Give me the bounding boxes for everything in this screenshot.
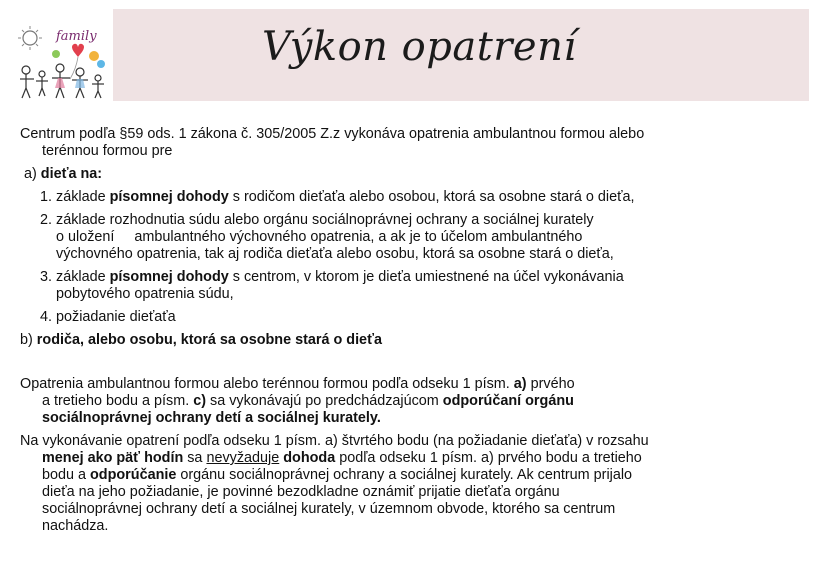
para-underlined-text: nevyžaduje	[206, 450, 280, 466]
section-b-label: rodiča, alebo osobu, ktorá sa osobne stará o dieťa	[36, 332, 382, 348]
item-number: 3.	[40, 269, 53, 285]
item-text: s rodičom dieťaťa alebo osobou, ktorá sa osobne stará o dieťa,	[232, 189, 635, 205]
item-number: 1.	[40, 189, 53, 205]
para-text: orgánu sociálnoprávnej ochrany a sociálnej kurately. Ak centrum prijalo	[180, 467, 633, 483]
section-a-heading	[20, 166, 810, 183]
list-item	[20, 212, 810, 263]
document-body	[20, 126, 810, 535]
section-b-prefix: b)	[20, 332, 33, 348]
para-text: Opatrenia ambulantnou formou alebo terénnou formou podľa odseku 1 písm.	[20, 376, 510, 392]
item-text: pobytového opatrenia súdu,	[56, 286, 234, 302]
item-text: základe	[56, 189, 106, 205]
para-text: prvého	[530, 376, 575, 392]
paragraph-3	[20, 433, 810, 535]
section-b-heading	[20, 332, 810, 349]
para-text: bodu a	[42, 467, 87, 483]
section-a-prefix: a)	[24, 166, 37, 182]
page-title: Výkon opatrení	[262, 24, 577, 70]
family-logo	[8, 12, 112, 104]
item-number: 4.	[40, 309, 53, 325]
item-number: 2.	[40, 212, 53, 228]
para-bold-text: odporúčaní orgánu	[442, 393, 574, 409]
list-item	[20, 189, 810, 206]
para-bold-text: sociálnoprávnej ochrany detí a sociálnej kurately.	[42, 410, 381, 426]
item-text: základe	[56, 269, 106, 285]
item-text: základe rozhodnutia súdu alebo orgánu sociálnoprávnej ochrany a sociálnej kurately	[56, 212, 594, 228]
para-text: podľa odseku 1 písm. a) prvého bodu a tretieho	[339, 450, 642, 466]
paragraph-2	[20, 376, 810, 427]
para-text: dieťa na jeho požiadanie, je povinné bezodkladne oznámiť prijatie dieťaťa orgánu	[42, 484, 560, 500]
item-text: s centrom, v ktorom je dieťa umiestnené na účel vykonávania	[232, 269, 624, 285]
item-text: požiadanie dieťaťa	[56, 309, 176, 325]
item-bold-text: písomnej dohody	[109, 189, 229, 205]
para-text: Na vykonávanie opatrení podľa odseku 1 písm. a) štvrtého bodu (na požiadanie dieťaťa) v rozsahu	[20, 433, 649, 449]
item-text: výchovného opatrenia, tak aj rodiča dieťaťa alebo osobu, ktorá sa osobne stará o dieťa,	[56, 246, 614, 262]
item-text: o uložení ambulantného výchovného opatrenia, a ak je to účelom ambulantného	[56, 229, 583, 245]
para-text: sociálnoprávnej ochrany detí a sociálnej kurately, v územnom obvode, ktorého sa centrum	[42, 501, 616, 517]
para-bold-text: a)	[513, 376, 527, 392]
para-text: sa	[187, 450, 203, 466]
para-bold-text: c)	[193, 393, 206, 409]
para-bold-text: odporúčanie	[90, 467, 177, 483]
para-bold-text: dohoda	[283, 450, 336, 466]
intro-paragraph	[20, 126, 810, 160]
family-drawing-icon	[8, 12, 112, 104]
para-bold-text: menej ako päť hodín	[42, 450, 184, 466]
list-item	[20, 269, 810, 303]
section-a-label: dieťa na:	[40, 166, 103, 182]
para-text: a tretieho bodu a písm.	[42, 393, 190, 409]
intro-line-1: Centrum podľa §59 ods. 1 zákona č. 305/2005 Z.z vykonáva opatrenia ambulantnou formou alebo	[20, 126, 645, 142]
intro-line-2: terénnou formou pre	[42, 143, 173, 159]
list-item	[20, 309, 810, 326]
para-text: nachádza.	[42, 518, 109, 534]
logo-text: family	[56, 29, 97, 44]
item-bold-text: písomnej dohody	[109, 269, 229, 285]
para-text: sa vykonávajú po predchádzajúcom	[210, 393, 439, 409]
